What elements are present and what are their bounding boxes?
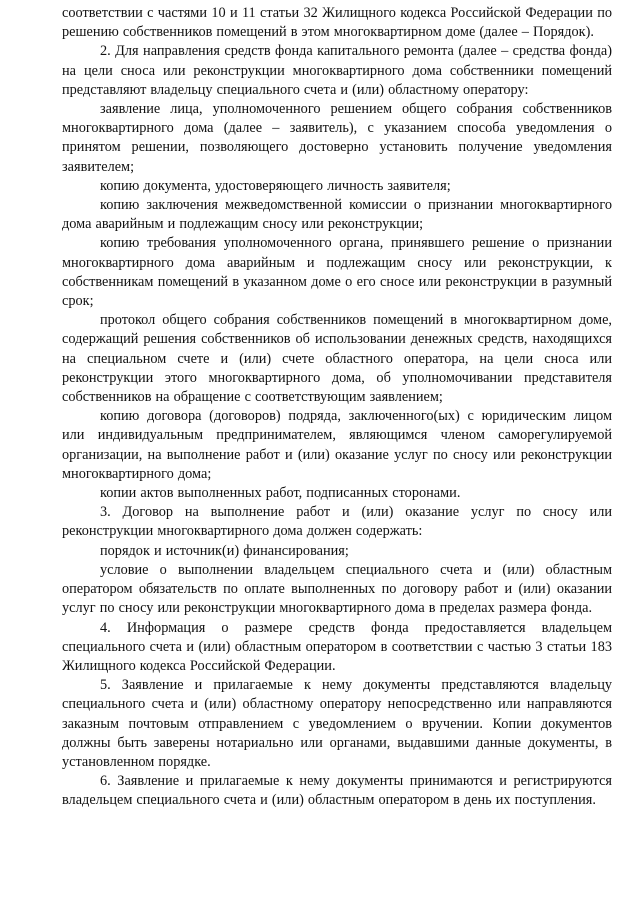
paragraph-application: заявление лица, уполномоченного решением общего собрания собственников многоквартирного дома (далее – заявитель), с указанием способа уведомления о принятом решении, позволяющего достоверно установить получение уведомления заявителем; [62, 101, 612, 175]
paragraph-item-3: 3. Договор на выполнение работ и (или) оказание услуг по сносу или реконструкции многоквартирного дома должен содержать: [62, 504, 612, 540]
paragraph-payment-condition: условие о выполнении владельцем специального счета и (или) областным оператором обязательств по оплате выполненных по договору работ и (или) оказании услуг по сносу или реконструкции многоквартирного дома в пределах размера фонда. [62, 561, 612, 617]
paragraph-item-4: 4. Информация о размере средств фонда предоставляется владельцем специального счета и (или) областным оператором в соответствии с частью 3 статьи 183 Жилищного кодекса Российской Федерации. [62, 619, 612, 674]
paragraph-item-2: 2. Для направления средств фонда капитального ремонта (далее – средства фонда) на цели сноса или реконструкции многоквартирного дома собственники помещений представляют владельцу специального счета и (или) областному оператору: [62, 43, 612, 98]
paragraph-meeting-protocol: протокол общего собрания собственников помещений в многоквартирном доме, содержащий решения собственников об использовании денежных средств, находящихся на специальном счете и (или) счете областного оператора, на цели сноса или реконструкции этого многоквартирного дома, об уполномочивании представителя собственников на обращение с соответствующим заявлением; [62, 312, 612, 406]
paragraph-item-6: 6. Заявление и прилагаемые к нему документы принимаются и регистрируются владельцем специального счета и (или) областным оператором в день их поступления. [62, 773, 612, 809]
paragraph-financing: порядок и источник(и) финансирования; [100, 542, 349, 559]
paragraph-id-copy: копию документа, удостоверяющего личность заявителя; [100, 177, 451, 194]
paragraph-continuation: соответствии с частями 10 и 11 статьи 32 Жилищного кодекса Российской Федерации по решению собственников помещений в этом многоквартирном доме (далее – Порядок). [62, 5, 612, 41]
paragraph-commission-conclusion: копию заключения межведомственной комиссии о признании многоквартирного дома аварийным и подлежащим сносу или реконструкции; [62, 197, 612, 233]
paragraph-contract-copy: копию договора (договоров) подряда, заключенного(ых) с юридическим лицом или индивидуальным предпринимателем, являющимся членом саморегулируемой организации, на выполнение работ и (или) оказание услуг по сносу или реконструкции многоквартирного дома; [62, 408, 612, 482]
paragraph-item-5: 5. Заявление и прилагаемые к нему документы представляются владельцу специального счета и (или) областному оператору непосредственно или направляются заказным почтовым отправлением с уведомлением о вручении. Копии документов должны быть заверены нотариально или органами, выдавшими данные документы, в установленном порядке. [62, 677, 612, 770]
paragraph-acts-copy: копии актов выполненных работ, подписанных сторонами. [100, 485, 461, 502]
document-page [62, 4, 612, 811]
paragraph-authority-requirement: копию требования уполномоченного органа, принявшего решение о признании многоквартирного дома аварийным и подлежащим сносу или реконструкции, к собственникам помещений в указанном доме о его сносе или реконструкции в разумный срок; [62, 235, 612, 310]
